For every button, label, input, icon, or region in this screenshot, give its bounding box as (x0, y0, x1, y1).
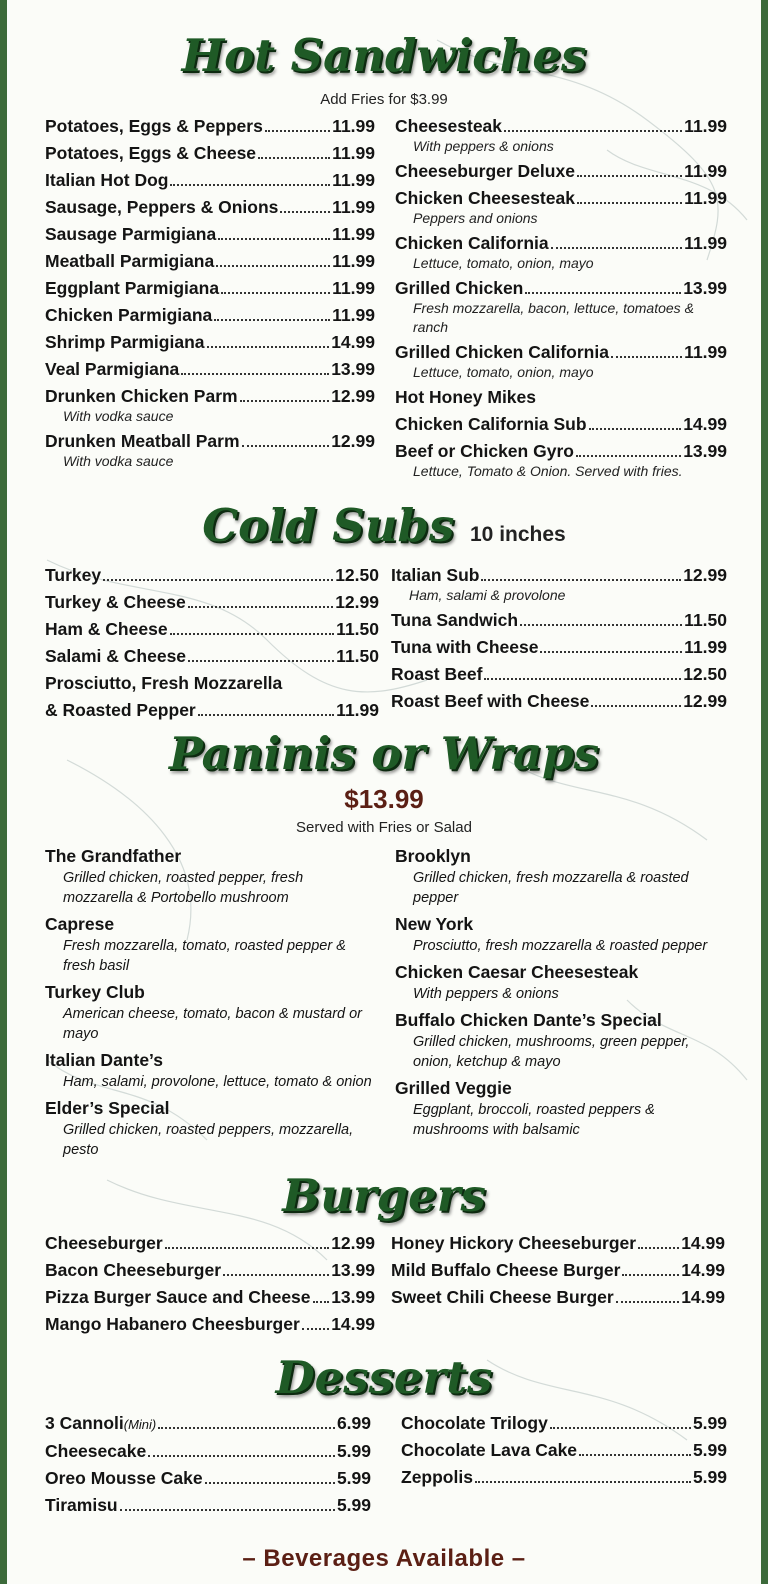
item-name: Cheesecake (45, 1441, 147, 1461)
menu-item (391, 1257, 725, 1284)
dot-leader (216, 264, 330, 267)
item-name: Tuna Sandwich (391, 610, 519, 630)
menu-item (401, 1464, 727, 1491)
item-price: 11.99 (332, 305, 375, 325)
item-price: 11.50 (336, 619, 379, 639)
item-name: Chocolate Trilogy (401, 1413, 548, 1433)
menu-item (395, 275, 727, 302)
panini-name: Buffalo Chicken Dante’s Special (395, 1010, 662, 1030)
item-name: Cheeseburger (45, 1233, 163, 1253)
menu-item (45, 616, 379, 643)
item-name: Grilled Chicken California (395, 342, 609, 362)
item-name: Sausage Parmigiana (45, 224, 217, 244)
menu-item (395, 158, 727, 185)
item-name: Beef or Chicken Gyro (395, 441, 574, 461)
menu-item (391, 562, 727, 589)
panini-name: Italian Dante’s (45, 1050, 163, 1070)
menu-item (45, 1230, 375, 1257)
item-name: Sweet Chili Cheese Burger (391, 1287, 614, 1307)
beverages-text: Beverages Available (263, 1545, 505, 1572)
item-description: With peppers & onions (413, 138, 554, 154)
item-price: 11.99 (332, 116, 375, 136)
dot-leader (589, 427, 682, 430)
menu-item (45, 1410, 371, 1438)
menu-item (45, 670, 379, 697)
item-name: Honey Hickory Cheeseburger (391, 1233, 637, 1253)
item-description: Lettuce, tomato, onion, mayo (413, 255, 594, 271)
menu-item (45, 302, 375, 329)
item-name: Zeppolis (401, 1467, 473, 1487)
paninis-heading: Paninis or Wraps (169, 727, 599, 780)
menu-item (45, 1311, 375, 1338)
dot-leader (221, 291, 330, 294)
menu-item (395, 411, 727, 438)
panini-name: Caprese (45, 914, 115, 934)
item-name: Veal Parmigiana (45, 359, 180, 379)
dot-leader (550, 1426, 691, 1429)
menu-item (45, 329, 375, 356)
menu-item (395, 185, 727, 212)
menu-item (45, 1257, 375, 1284)
item-price: 11.99 (684, 342, 727, 362)
dot-leader (258, 156, 330, 159)
panini-description: American cheese, tomato, bacon & mustard or mayo (63, 1006, 363, 1042)
menu-item (391, 634, 727, 661)
menu-item (45, 140, 375, 167)
panini-description: Grilled chicken, mushrooms, green pepper, onion, ketchup & mayo (413, 1034, 690, 1070)
menu-item (391, 661, 727, 688)
dot-leader (265, 129, 330, 132)
item-price: 11.99 (684, 188, 727, 208)
item-price: 12.50 (683, 664, 727, 684)
item-price: 14.99 (681, 1233, 725, 1253)
menu-item (45, 194, 375, 221)
item-price: 6.99 (336, 1413, 371, 1433)
dot-leader (198, 713, 334, 716)
dot-leader (205, 1481, 335, 1484)
panini-description: Grilled chicken, fresh mozzarella & roasted pepper (413, 870, 689, 906)
item-name: Ham & Cheese (45, 619, 168, 639)
item-name: Shrimp Parmigiana (45, 332, 205, 352)
item-name: Mango Habanero Cheesburger (45, 1314, 300, 1334)
menu-item (45, 167, 375, 194)
item-name: Potatoes, Eggs & Peppers (45, 116, 263, 136)
footer-dash-left: – (242, 1545, 257, 1572)
item-price: 5.99 (336, 1468, 371, 1488)
hot-sandwiches-left-column (45, 113, 375, 473)
paninis-right-column (395, 844, 725, 1144)
item-price: 13.99 (331, 359, 375, 379)
cold-subs-left-column (45, 562, 379, 724)
item-name: 3 Cannoli (45, 1413, 124, 1433)
item-name: Turkey & Cheese (45, 592, 186, 612)
item-name: Prosciutto, Fresh Mozzarella (45, 673, 283, 693)
menu-item (395, 438, 727, 465)
paninis-price: $13.99 (344, 784, 424, 814)
item-description: Ham, salami & provolone (409, 587, 566, 603)
item-name: Tiramisu (45, 1495, 118, 1515)
cold-subs-heading: Cold Subs 10 inches (202, 499, 566, 552)
item-name: Chicken California Sub (395, 414, 587, 434)
dot-leader (579, 1453, 691, 1456)
panini-description: Fresh mozzarella, tomato, roasted pepper & fresh basil (63, 938, 346, 974)
item-name: Roast Beef with Cheese (391, 691, 590, 711)
dot-leader (188, 605, 333, 608)
item-name: Turkey (45, 565, 102, 585)
menu-item (45, 428, 375, 455)
dot-leader (591, 704, 681, 707)
dot-leader (313, 1300, 330, 1303)
panini-name: Chicken Caesar Cheesesteak (395, 962, 639, 982)
dot-leader (188, 659, 334, 662)
item-name: Chocolate Lava Cake (401, 1440, 578, 1460)
menu-item (45, 248, 375, 275)
item-name: Chicken Parmigiana (45, 305, 213, 325)
panini-description: Prosciutto, fresh mozzarella & roasted pepper (413, 938, 708, 954)
panini-description: Grilled chicken, roasted pepper, fresh mozzarella & Portobello mushroom (63, 870, 304, 906)
item-name: Cheeseburger Deluxe (395, 161, 575, 181)
footer-dash-right: – (511, 1545, 526, 1572)
item-price: 14.99 (681, 1260, 725, 1280)
item-price: 13.99 (331, 1260, 375, 1280)
dot-leader (148, 1454, 335, 1457)
item-price: 11.99 (336, 700, 379, 720)
panini-name: Elder’s Special (45, 1098, 170, 1118)
item-price: 11.99 (332, 197, 375, 217)
item-name: Bacon Cheeseburger (45, 1260, 222, 1280)
dot-leader (577, 201, 682, 204)
item-name: Chicken Cheesesteak (395, 188, 575, 208)
menu-item (395, 339, 727, 366)
dot-leader (170, 632, 335, 635)
dot-leader (638, 1246, 679, 1249)
item-price: 5.99 (692, 1413, 727, 1433)
dot-leader (120, 1508, 335, 1511)
menu-item (45, 1492, 371, 1519)
item-description: Lettuce, tomato, onion, mayo (413, 364, 594, 380)
item-price: 5.99 (692, 1467, 727, 1487)
item-price: 11.99 (684, 161, 727, 181)
item-description: With vodka sauce (63, 408, 174, 424)
item-price: 12.99 (335, 592, 379, 612)
dot-leader (242, 444, 330, 447)
dot-leader (103, 578, 333, 581)
item-price: 11.99 (332, 278, 375, 298)
item-name: Drunken Chicken Parm (45, 386, 238, 406)
item-name: Tuna with Cheese (391, 637, 539, 657)
item-description: Lettuce, Tomato & Onion. Served with fries. (413, 463, 683, 479)
desserts-heading: Desserts (275, 1351, 493, 1404)
item-name: Grilled Chicken (395, 278, 524, 298)
item-description: With vodka sauce (63, 453, 174, 469)
menu-item (45, 1284, 375, 1311)
item-name: Salami & Cheese (45, 646, 187, 666)
dot-leader (484, 677, 681, 680)
dot-leader (520, 623, 682, 626)
item-price: 12.50 (335, 565, 379, 585)
item-name: Roast Beef (391, 664, 483, 684)
item-price: 11.99 (332, 251, 375, 271)
dot-leader (576, 454, 681, 457)
dot-leader (280, 210, 330, 213)
menu-item (391, 607, 727, 634)
dot-leader (504, 129, 682, 132)
burgers-left-column (45, 1230, 375, 1338)
add-fries-note: Add Fries for $3.99 (320, 91, 448, 108)
item-price: 11.50 (336, 646, 379, 666)
item-name: Drunken Meatball Parm (45, 431, 240, 451)
menu-item (401, 1437, 727, 1464)
dot-leader (223, 1273, 329, 1276)
item-price: 11.99 (332, 170, 375, 190)
item-price: 13.99 (683, 278, 727, 298)
menu-item (391, 1230, 725, 1257)
burgers-heading: Burgers (282, 1169, 486, 1222)
dot-leader (207, 345, 330, 348)
item-price: 11.99 (684, 233, 727, 253)
menu-item (45, 643, 379, 670)
panini-name: The Grandfather (45, 846, 182, 866)
menu-item (391, 1284, 725, 1311)
paninis-note: Served with Fries or Salad (296, 819, 472, 836)
dot-leader (525, 291, 681, 294)
menu-item (45, 113, 375, 140)
dot-leader (611, 355, 682, 358)
item-name: & Roasted Pepper (45, 700, 196, 720)
panini-description: Ham, salami, provolone, lettuce, tomato & onion (63, 1074, 372, 1090)
dot-leader (302, 1327, 329, 1330)
menu-item (45, 1465, 371, 1492)
menu-item (45, 275, 375, 302)
panini-name: Grilled Veggie (395, 1078, 512, 1098)
item-price: 13.99 (683, 441, 727, 461)
item-name: Italian Hot Dog (45, 170, 169, 190)
menu-item (45, 589, 379, 616)
item-price: 11.99 (684, 116, 727, 136)
item-name: Pizza Burger Sauce and Cheese (45, 1287, 311, 1307)
menu-item (45, 221, 375, 248)
item-price: 12.99 (683, 565, 727, 585)
item-price: 14.99 (681, 1287, 725, 1307)
menu-item (45, 356, 375, 383)
paninis-left-column (45, 844, 375, 1164)
item-price: 14.99 (683, 414, 727, 434)
dot-leader (165, 1246, 330, 1249)
item-name: Mild Buffalo Cheese Burger (391, 1260, 621, 1280)
cold-subs-size: 10 inches (470, 523, 566, 546)
item-name: Italian Sub (391, 565, 480, 585)
item-price: 11.99 (332, 224, 375, 244)
item-name: Sausage, Peppers & Onions (45, 197, 279, 217)
item-name: Eggplant Parmigiana (45, 278, 220, 298)
item-name: Potatoes, Eggs & Cheese (45, 143, 257, 163)
dot-leader (622, 1273, 679, 1276)
item-price: 12.99 (331, 386, 375, 406)
item-size-note: (Mini) (123, 1417, 157, 1432)
menu-item (45, 697, 379, 724)
item-price: 5.99 (336, 1495, 371, 1515)
item-name: Cheesesteak (395, 116, 503, 136)
menu-item (401, 1410, 727, 1437)
burgers-right-column (391, 1230, 725, 1311)
menu-item (45, 562, 379, 589)
menu-item (395, 113, 727, 140)
dot-leader (551, 246, 683, 249)
item-price: 11.50 (684, 610, 727, 630)
item-price: 5.99 (692, 1440, 727, 1460)
item-price: 5.99 (336, 1441, 371, 1461)
menu-item (45, 1438, 371, 1465)
item-name: Hot Honey Mikes (395, 387, 536, 407)
panini-name: Brooklyn (395, 846, 471, 866)
item-price: 11.99 (684, 637, 727, 657)
item-price: 12.99 (331, 1233, 375, 1253)
hot-sandwiches-right-column (395, 113, 727, 483)
menu-item (391, 688, 727, 715)
item-price: 12.99 (683, 691, 727, 711)
item-price: 14.99 (331, 332, 375, 352)
panini-description: Grilled chicken, roasted peppers, mozzarella, pesto (63, 1122, 354, 1158)
desserts-left-column (45, 1410, 371, 1519)
dot-leader (540, 650, 682, 653)
menu-item (395, 384, 727, 411)
dot-leader (158, 1426, 335, 1429)
item-name: Chicken California (395, 233, 549, 253)
dot-leader (616, 1300, 679, 1303)
item-name: Oreo Mousse Cake (45, 1468, 203, 1488)
hot-sandwiches-heading: Hot Sandwiches (181, 29, 587, 82)
item-price: 13.99 (331, 1287, 375, 1307)
dot-leader (214, 318, 330, 321)
dot-leader (481, 578, 681, 581)
desserts-right-column (401, 1410, 727, 1491)
dot-leader (218, 237, 330, 240)
panini-description: Eggplant, broccoli, roasted peppers & mushrooms with balsamic (413, 1102, 655, 1138)
beverages-footer (7, 1545, 761, 1573)
dot-leader (577, 174, 682, 177)
dot-leader (181, 372, 329, 375)
menu-item (395, 230, 727, 257)
item-description: Fresh mozzarella, bacon, lettuce, tomatoes & ranch (413, 300, 694, 335)
item-price: 12.99 (331, 431, 375, 451)
menu-item (45, 383, 375, 410)
item-price: 11.99 (332, 143, 375, 163)
cold-subs-right-column (391, 562, 727, 715)
panini-description: With peppers & onions (413, 986, 559, 1002)
dot-leader (240, 399, 330, 402)
dot-leader (170, 183, 330, 186)
panini-name: Turkey Club (45, 982, 145, 1002)
panini-name: New York (395, 914, 474, 934)
item-price: 14.99 (331, 1314, 375, 1334)
dot-leader (475, 1480, 691, 1483)
item-name: Meatball Parmigiana (45, 251, 215, 271)
item-description: Peppers and onions (413, 210, 538, 226)
